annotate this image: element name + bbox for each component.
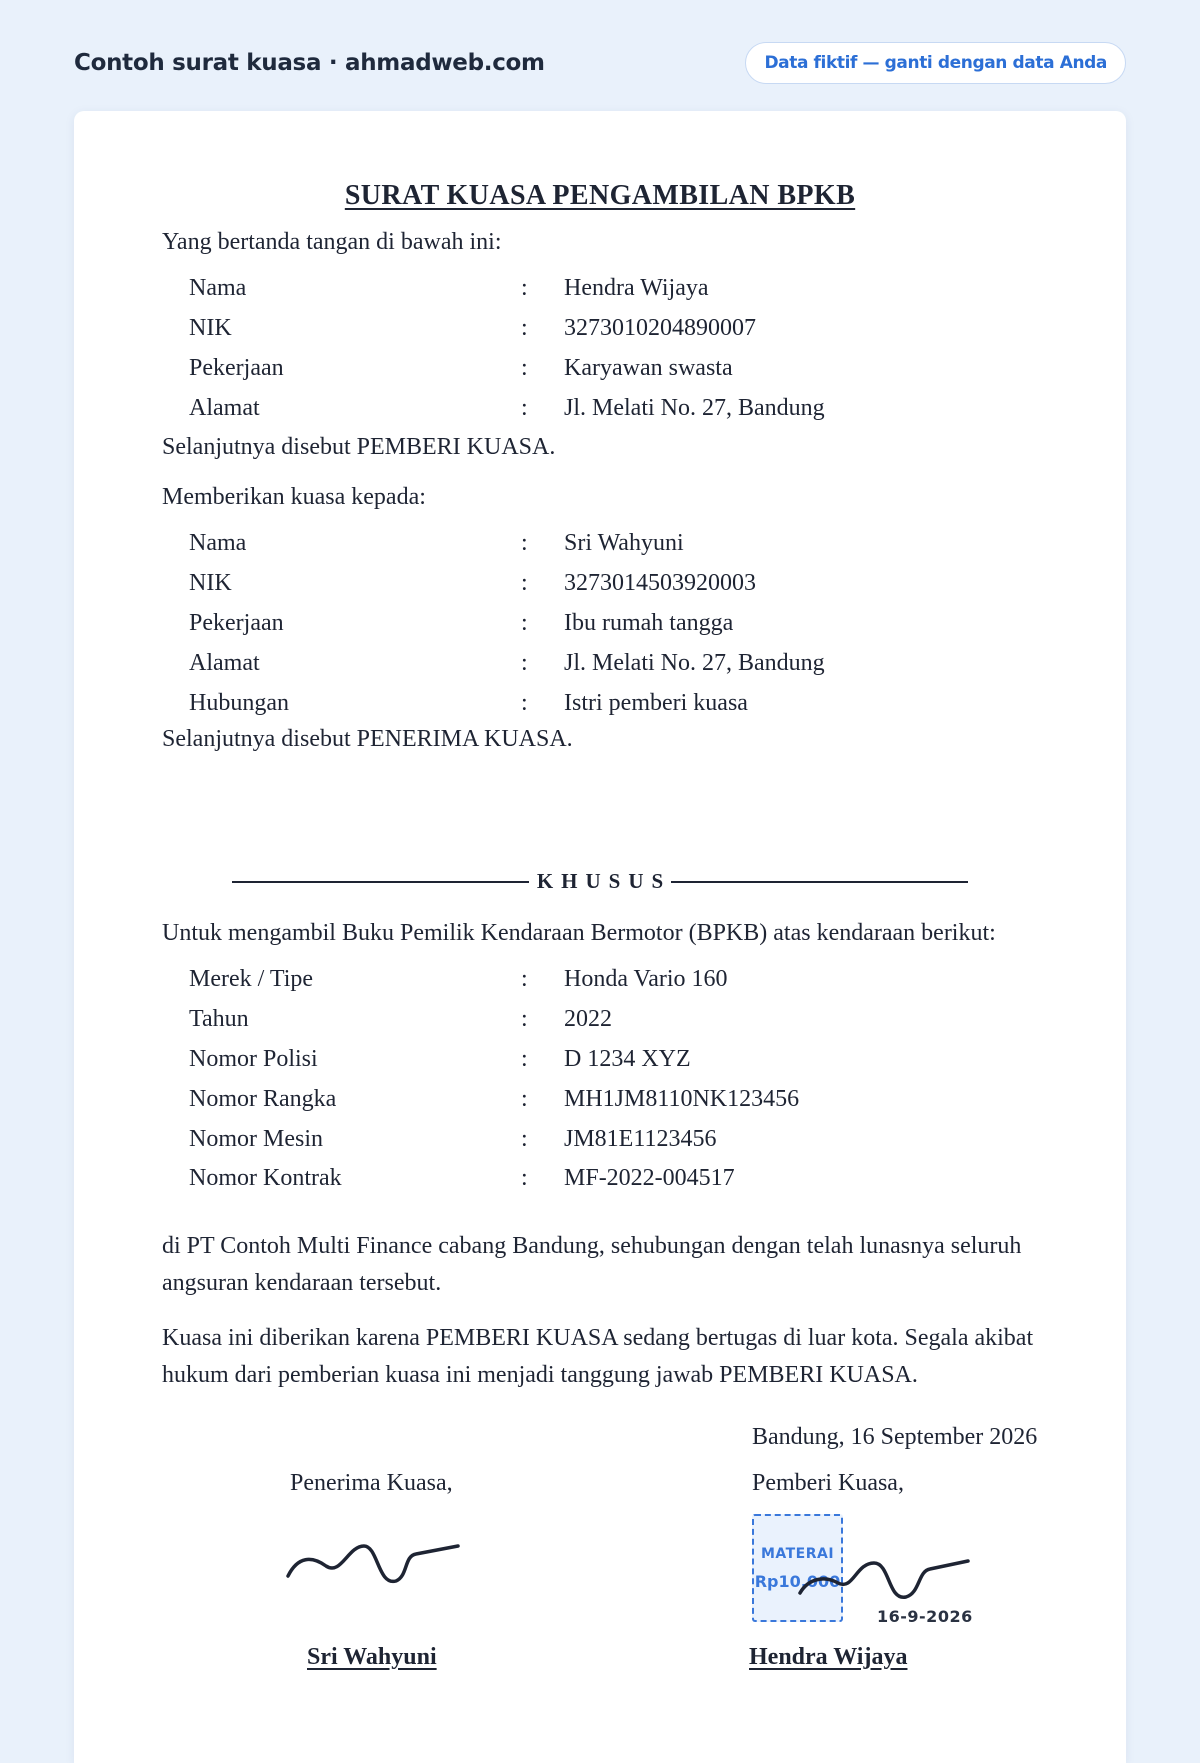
penerima-field-value: Jl. Melati No. 27, Bandung [564, 649, 825, 676]
colon-separator: : [521, 354, 528, 381]
site-title: Contoh surat kuasa · ahmadweb.com [74, 50, 545, 76]
kendaraan-field-row [189, 1119, 1049, 1159]
kendaraan-field-value: 2022 [564, 1006, 612, 1033]
penerima-name: Sri Wahyuni [307, 1644, 437, 1670]
place-date: Bandung, 16 September 2026 [752, 1424, 1038, 1450]
penerima-note: Selanjutnya disebut PENERIMA KUASA. [162, 726, 573, 752]
pemberi-name: Hendra Wijaya [749, 1644, 908, 1670]
kendaraan-field-label: Tahun [189, 1006, 249, 1033]
pemberi-note: Selanjutnya disebut PEMBERI KUASA. [162, 434, 556, 460]
penerima-field-label: Alamat [189, 649, 260, 676]
kendaraan-field-row [189, 1000, 1049, 1040]
colon-separator: : [521, 649, 528, 676]
kendaraan-field-row [189, 1079, 1049, 1119]
memberikan-text: Memberikan kuasa kepada: [162, 484, 426, 510]
colon-separator: : [521, 570, 528, 597]
divider-line-right [671, 881, 968, 883]
penerima-field-label: Pekerjaan [189, 609, 284, 636]
pemberi-field-value: Hendra Wijaya [564, 275, 709, 302]
pemberi-signature [798, 1551, 1048, 1611]
penerima-kuasa-label: Penerima Kuasa, [290, 1470, 453, 1496]
penerima-field-label: Hubungan [189, 689, 289, 716]
letter-paper [74, 111, 1126, 1763]
top-bar [74, 40, 1126, 86]
colon-separator: : [521, 1045, 528, 1072]
divider-line-left [232, 881, 529, 883]
kendaraan-field-value: D 1234 XYZ [564, 1045, 691, 1072]
penerima-field-value: Sri Wahyuni [564, 530, 684, 557]
colon-separator: : [521, 315, 528, 342]
colon-separator: : [521, 394, 528, 421]
materai-label: MATERAI [760, 1546, 835, 1562]
colon-separator: : [521, 689, 528, 716]
pemberi-field-row [189, 349, 1049, 389]
kendaraan-field-row [189, 960, 1049, 1000]
penerima-field-row [189, 643, 1049, 683]
pemberi-field-label: Nama [189, 275, 247, 302]
colon-separator: : [521, 1165, 528, 1192]
penerima-signature [286, 1536, 461, 1596]
kendaraan-field-label: Merek / Tipe [189, 966, 314, 993]
pemberi-field-label: NIK [189, 315, 232, 342]
colon-separator: : [521, 275, 528, 302]
pemberi-kuasa-label: Pemberi Kuasa, [752, 1470, 904, 1496]
pemberi-field-label: Alamat [189, 394, 260, 421]
pemberi-field-row [189, 269, 1049, 309]
penerima-field-value: Ibu rumah tangga [564, 609, 734, 636]
colon-separator: : [521, 530, 528, 557]
kendaraan-field-value: JM81E1123456 [564, 1125, 717, 1152]
document-title [74, 180, 1126, 212]
kendaraan-field-label: Nomor Rangka [189, 1085, 337, 1112]
pemberi-field-label: Pekerjaan [189, 354, 284, 381]
paragraph-finance: di PT Contoh Multi Finance cabang Bandung, sehubungan dengan telah lunasnya seluruh angsuran kendaraan tersebut. [162, 1233, 1022, 1296]
signature-date: 16-9-2026 [877, 1607, 973, 1626]
khusus-word: KHUSUS [536, 868, 672, 893]
khusus-divider [232, 866, 968, 896]
penerima-field-value: 3273014503920003 [564, 570, 756, 597]
document-title-text: SURAT KUASA PENGAMBILAN BPKB [344, 180, 856, 211]
colon-separator: : [521, 966, 528, 993]
penerima-field-row [189, 524, 1049, 564]
pemberi-field-value: Jl. Melati No. 27, Bandung [564, 394, 825, 421]
penerima-field-row [189, 604, 1049, 644]
kendaraan-field-row [189, 1040, 1049, 1080]
kendaraan-field-row [189, 1159, 1049, 1199]
penerima-field-label: NIK [189, 570, 232, 597]
colon-separator: : [521, 609, 528, 636]
penerima-field-row [189, 683, 1049, 723]
penerima-field-value: Istri pemberi kuasa [564, 689, 748, 716]
fictional-data-badge: Data fiktif — ganti dengan data Anda [745, 42, 1126, 84]
kendaraan-field-value: MH1JM8110NK123456 [564, 1085, 800, 1112]
pemberi-field-value: 3273010204890007 [564, 315, 756, 342]
colon-separator: : [521, 1125, 528, 1152]
kendaraan-table [189, 960, 1049, 1199]
intro-text: Yang bertanda tangan di bawah ini: [162, 229, 502, 255]
colon-separator: : [521, 1006, 528, 1033]
kendaraan-field-value: Honda Vario 160 [564, 966, 728, 993]
kendaraan-field-label: Nomor Kontrak [189, 1165, 342, 1192]
untuk-text: Untuk mengambil Buku Pemilik Kendaraan Bermotor (BPKB) atas kendaraan berikut: [162, 920, 996, 946]
penerima-field-label: Nama [189, 530, 247, 557]
paragraph-liability: Kuasa ini diberikan karena PEMBERI KUASA sedang bertugas di luar kota. Segala akibat hukum dari pemberian kuasa ini menjadi tanggung jawab PEMBERI KUASA. [162, 1325, 1034, 1388]
penerima-kuasa-table [189, 524, 1049, 723]
materai-value: Rp10.000 [754, 1572, 841, 1591]
pemberi-kuasa-table [189, 269, 1049, 428]
penerima-field-row [189, 564, 1049, 604]
kendaraan-field-label: Nomor Mesin [189, 1125, 323, 1152]
pemberi-field-row [189, 388, 1049, 428]
pemberi-field-value: Karyawan swasta [564, 354, 733, 381]
pemberi-field-row [189, 309, 1049, 349]
kendaraan-field-label: Nomor Polisi [189, 1045, 318, 1072]
colon-separator: : [521, 1085, 528, 1112]
kendaraan-field-value: MF-2022-004517 [564, 1165, 735, 1192]
